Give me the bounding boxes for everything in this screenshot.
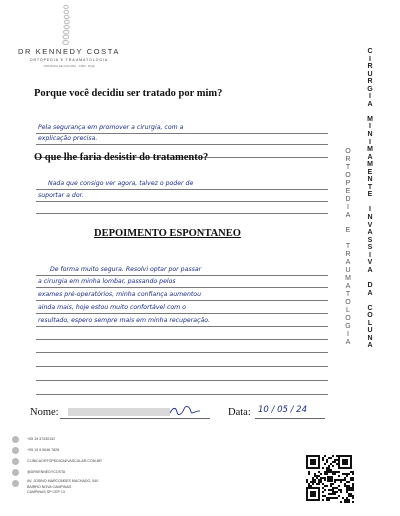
phone-icon [12, 436, 19, 443]
testimony-line-9 [36, 369, 328, 381]
testimony-line-5: resultado, espero sempre mais em minha recuperação. [36, 315, 328, 327]
answer-2-line-2: suportar a dor. [36, 190, 328, 202]
globe-icon [12, 458, 19, 465]
side-text-orthopedics: O R T O P E D I A E T R A U M A T O L O G I A [345, 148, 351, 346]
testimony-line-2: a cirurgia em minha lombar, passando pelos [36, 276, 328, 288]
date-label: Data: [228, 407, 251, 418]
contact-instagram: @DRKENNEDYCOSTA [12, 467, 212, 478]
date-line [255, 417, 325, 419]
testimony-line-3: exames pré-operatórios, minha confiança aumentou [36, 289, 328, 301]
spine-logo-icon [62, 4, 70, 48]
signature [168, 404, 202, 416]
answer-1-line-1: Pela segurança em promover a cirurgia, com a [36, 122, 328, 134]
testimony-title: DEPOIMENTO ESPONTANEO [94, 228, 241, 239]
answer-1-line-2: explicação precisa. [36, 133, 328, 145]
qr-code [306, 455, 354, 503]
answer-2-line-1: Nada que consigo ver agora, talvez o poder de [36, 178, 328, 190]
contact-phone: +55 19 37430192 [12, 434, 212, 445]
answer-2-line-3 [36, 202, 328, 214]
testimony-line-7 [36, 341, 328, 353]
date-value: 10 / 05 / 24 [258, 405, 307, 415]
contact-mobile: +55 19 9 9646 7826 [12, 445, 212, 456]
contact-website: CLINICAORTOPEDICAEVASCULAR.COM.BR [12, 456, 212, 467]
whatsapp-icon [12, 447, 19, 454]
question-2-text: O que lhe faria desistir do tratamento? [34, 152, 209, 163]
name-label: Nome: [30, 407, 59, 418]
doctor-name: DR KENNEDY COSTA [17, 47, 120, 56]
testimony-line-4: ainda mais, hoje estou muito confortável com o [36, 302, 328, 314]
side-text-surgery: C I R U R G I A M I N I M A M E N T E I N V A S S I V A D A C O L U N A [367, 48, 373, 350]
testimony-line-1: De forma muito segura. Resolvi optar por passar [36, 264, 328, 276]
testimony-line-8 [36, 355, 328, 367]
question-1-text: Porque você decidiu ser tratado por mim? [34, 88, 223, 99]
name-line [60, 417, 210, 419]
contact-block [12, 434, 212, 496]
doctor-registration: CIRURGIA DE COLUNA · CRM · RQE [43, 64, 95, 68]
contact-address: AV. JOSINO MARCONDES MACHADO, 540 BAIRRO NOVA CAMPINAS CAMPINAS SP CEP 13 [12, 478, 212, 496]
instagram-icon [12, 469, 19, 476]
redacted-name [68, 408, 170, 416]
testimony-line-10 [36, 383, 328, 395]
testimony-line-6 [36, 328, 328, 340]
location-pin-icon [12, 480, 19, 487]
doctor-specialty: ORTOPEDIA E TRAUMATOLOGIA [29, 58, 109, 62]
